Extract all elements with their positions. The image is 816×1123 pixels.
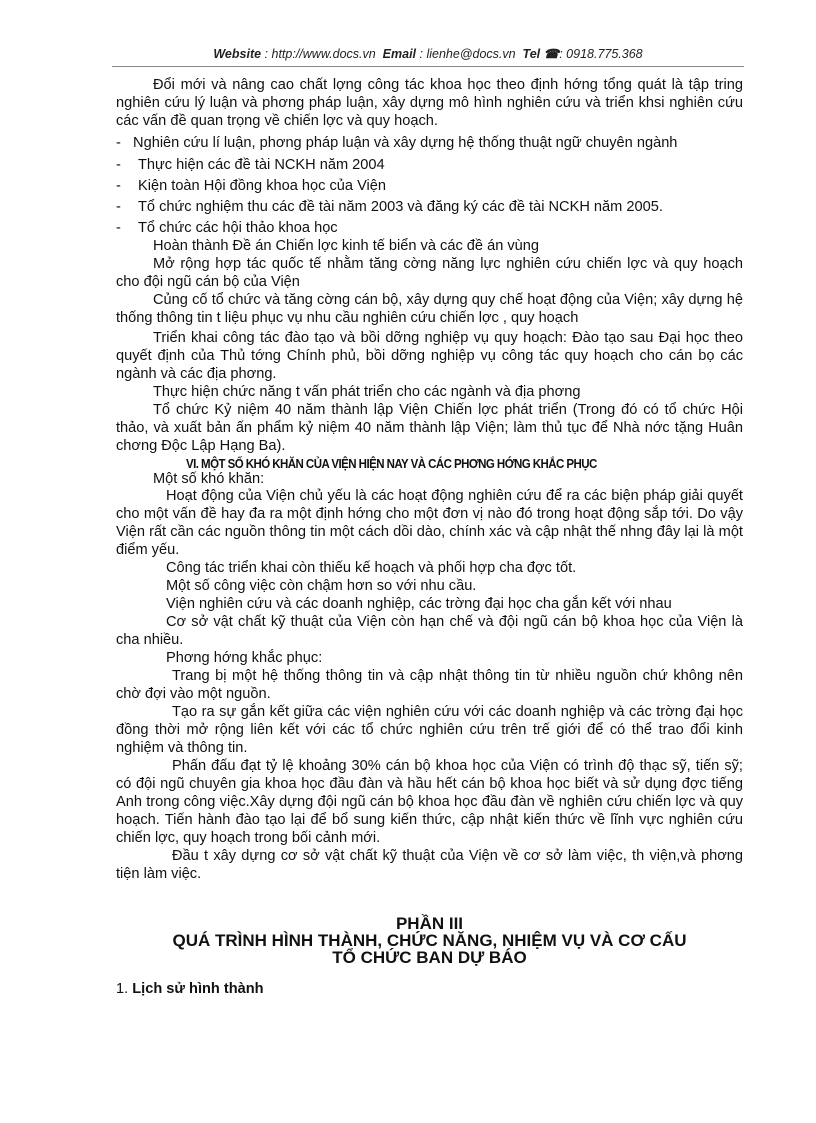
paragraph: Trang bị một hệ thống thông tin và cập nhật thông tin từ nhiều nguồn chứ không nên chờ đợi vào một nguồn.: [116, 668, 743, 702]
paragraph: Củng cố tổ chức và tăng cờng cán bộ, xây dựng quy chế hoạt động của Viện; xây dựng hệ thống thông tin t liệu phục vụ nhu cầu nghiên cứu chiến lợc , quy hoạch: [116, 292, 743, 326]
paragraph: Hoàn thành Đề án Chiến lợc kinh tế biển và các đề án vùng: [153, 238, 540, 254]
subsection-title: Lịch sử hình thành: [132, 981, 264, 997]
part-title: PHẦN III: [395, 914, 464, 933]
paragraph: Triển khai công tác đào tạo và bồi dỡng nghiệp vụ quy hoạch: Đào tạo sau Đại học theo quyết định của Thủ tớng Chính phủ, bồi dỡng nghiệp vụ công tác quy hoạch cho cán bọ các ngành và các địa phơng.: [116, 330, 743, 382]
paragraph: Viện nghiên cứu và các doanh nghiệp, các trờng đại học cha gắn kết với nhau: [166, 596, 672, 612]
email-label: Email: [382, 47, 417, 61]
paragraph: Cơ sở vật chất kỹ thuật của Viện còn hạn chế và đội ngũ cán bộ khoa học của Viện là cha nhiều.: [116, 614, 743, 648]
tel-value: : 0918.775.368: [559, 47, 643, 61]
paragraph: Thực hiện chức năng t vấn phát triển cho các ngành và địa phơng: [153, 384, 581, 400]
bullet-item: - Tổ chức nghiệm thu các đề tài năm 2003 và đăng ký các đề tài NCKH năm 2005.: [116, 199, 663, 215]
email-link[interactable]: : lienhe@docs.vn: [419, 47, 516, 61]
section-heading-vi: VI. MỘT SỐ KHÓ KHĂN CỦA VIỆN HIỆN NAY VÀ CÁC PHƠNG HỚNG KHẮC PHỤC: [186, 457, 597, 471]
paragraph: Tổ chức Kỷ niệm 40 năm thành lập Viện Chiến lợc phát triển (Trong đó có tổ chức Hội thảo, và xuất bản ấn phẩm kỷ niệm 40 năm thành lập Viện; làm thủ tục để Nhà nớc tặng Huân chơng Độc Lập Hạng Ba).: [116, 402, 743, 454]
website-link[interactable]: : http://www.docs.vn: [264, 47, 376, 61]
paragraph: Hoạt động của Viện chủ yếu là các hoạt động nghiên cứu để ra các biện pháp giải quyết cho một vấn đề hay đa ra một định hớng cho một đơn vị nào đó trong hoạt động sắp tới. Do vậy Viện rất cần các nguồn thông tin một cách dồi dào, chính xác và cập nhật thế nhng đây lại là một điểm yếu.: [116, 488, 743, 558]
part-heading: [116, 915, 743, 966]
paragraph: Mở rộng hợp tác quốc tế nhằm tăng cờng năng lực nghiên cứu chiến lợc và quy hoạch cho đội ngũ cán bộ của Viện: [116, 256, 743, 290]
paragraph: Một số công việc còn chậm hơn so với nhu cầu.: [166, 578, 477, 594]
dash: -: [116, 135, 121, 151]
remedy-label: Phơng hớng khắc phục:: [166, 650, 323, 666]
bullet-item: - Nghiên cứu lí luận, phơng pháp luận và xây dựng hệ thống thuật ngữ chuyên ngành: [116, 135, 678, 151]
bullet-list: [116, 134, 743, 237]
tel-label: Tel: [522, 47, 541, 61]
document-body: [116, 74, 743, 998]
part-subtitle-line-2: TỔ CHỨC BAN DỰ BÁO: [332, 948, 527, 967]
paragraph: Phấn đấu đạt tỷ lệ khoảng 30% cán bộ khoa học của Viện có trình độ thạc sỹ, tiến sỹ; có đội ngũ chuyên gia khoa học đầu đàn và hầu hết cán bộ khoa học biết và sử dụng đợc tiếng Anh trong công việc.Xây dựng đội ngũ cán bộ khoa học đầu đàn về nghiên cứu chiến lợc và quy hoạch. Tiến hành đào tạo lại để bổ sung kiến thức, cập nhật kiến thức về lĩnh vực nghiên cứu chiến lợc, quy hoạch trong bối cảnh mới.: [116, 758, 743, 846]
phone-icon: ☎: [543, 47, 560, 61]
part-subtitle-line-1: QUÁ TRÌNH HÌNH THÀNH, CHỨC NĂNG, NHIỆM VỤ VÀ CƠ CẤU: [172, 931, 687, 950]
bullet-item: - Tổ chức các hội thảo khoa học: [116, 220, 338, 236]
header-divider: [112, 66, 744, 67]
paragraph: Đầu t xây dựng cơ sở vật chất kỹ thuật của Viện về cơ sở làm việc, th viện,và phơng tiện làm việc.: [116, 848, 743, 882]
paragraph: Đổi mới và nâng cao chất lợng công tác khoa học theo định hớng tổng quát là tập tring nghiên cứu lý luận và phơng pháp luận, xây dựng mô hình nghiên cứu và triển khsi nghiên cứu các vấn đề quan trọng về chiến lợc và quy hoạch.: [116, 77, 743, 129]
subsection-number: 1.: [116, 981, 129, 997]
website-label: Website: [213, 47, 262, 61]
page-header: [112, 46, 744, 61]
bullet-item: - Thực hiện các đề tài NCKH năm 2004: [116, 157, 385, 173]
subsection-heading: [116, 980, 743, 998]
paragraph: Công tác triển khai còn thiếu kế hoạch và phối hợp cha đợc tốt.: [166, 560, 577, 576]
difficulties-label: Một số khó khăn:: [153, 471, 265, 487]
paragraph: Tạo ra sự gắn kết giữa các viện nghiên cứu với các doanh nghiệp và các trờng đại học đồng thời mở rộng liên kết với các tổ chức nghiên cứu trên trế giới để có thể trao đổi kinh nghiệm và thông tin.: [116, 704, 743, 756]
bullet-item: - Kiện toàn Hội đồng khoa học của Viện: [116, 178, 387, 194]
